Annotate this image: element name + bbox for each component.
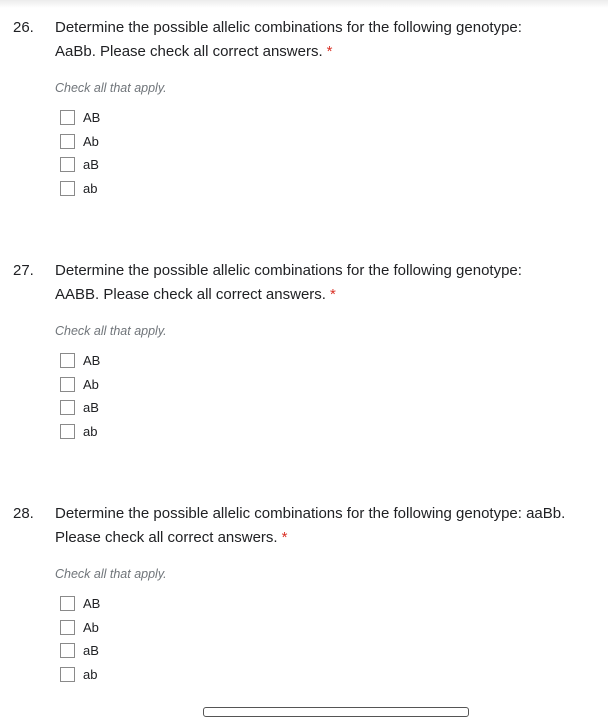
check-all-hint: Check all that apply. — [55, 324, 167, 338]
checkbox[interactable] — [60, 643, 75, 658]
question-text-line-1: Determine the possible allelic combinations for the following genotype: aaBb. — [55, 505, 566, 522]
checkbox[interactable] — [60, 377, 75, 392]
required-asterisk: * — [329, 286, 336, 303]
check-all-hint: Check all that apply. — [55, 567, 167, 581]
checkbox[interactable] — [60, 667, 75, 682]
question-text-line-2 — [55, 526, 608, 550]
option-label: Ab — [83, 376, 99, 392]
question-text — [55, 16, 608, 64]
question-text-line-2 — [55, 283, 608, 307]
option-label: ab — [83, 666, 98, 682]
required-asterisk: * — [326, 43, 333, 60]
question-text — [55, 502, 608, 550]
question-number: 28. — [13, 505, 34, 522]
required-asterisk: * — [281, 529, 288, 546]
question-number: 27. — [13, 262, 34, 279]
option-label: ab — [83, 423, 98, 439]
question-text — [55, 259, 608, 307]
option-label: aB — [83, 157, 99, 172]
question-text-line-2-text: AABB. Please check all correct answers. — [55, 286, 326, 303]
question-number: 26. — [13, 19, 34, 36]
option-label: AB — [83, 596, 101, 611]
option-label: AB — [83, 110, 101, 125]
checkbox[interactable] — [60, 110, 75, 125]
checkbox[interactable] — [60, 424, 75, 439]
question-text-line-1: Determine the possible allelic combinations for the following genotype: — [55, 19, 522, 36]
checkbox[interactable] — [60, 353, 75, 368]
option-label: ab — [83, 180, 98, 196]
checkbox[interactable] — [60, 157, 75, 172]
option-label: aB — [83, 643, 99, 658]
question-text-line-2-text: Please check all correct answers. — [55, 529, 278, 546]
checkbox[interactable] — [60, 596, 75, 611]
option-label: Ab — [83, 619, 99, 635]
option-label: aB — [83, 400, 99, 415]
option-label: AB — [83, 353, 101, 368]
option-label: Ab — [83, 133, 99, 149]
question-text-line-2 — [55, 40, 608, 64]
question-text-line-1: Determine the possible allelic combinations for the following genotype: — [55, 262, 522, 279]
checkbox[interactable] — [60, 134, 75, 149]
top-shadow — [0, 0, 608, 8]
checkbox[interactable] — [60, 620, 75, 635]
checkbox[interactable] — [60, 400, 75, 415]
question-text-line-2-text: AaBb. Please check all correct answers. — [55, 43, 323, 60]
checkbox[interactable] — [60, 181, 75, 196]
check-all-hint: Check all that apply. — [55, 81, 167, 95]
next-section-box — [203, 707, 469, 717]
